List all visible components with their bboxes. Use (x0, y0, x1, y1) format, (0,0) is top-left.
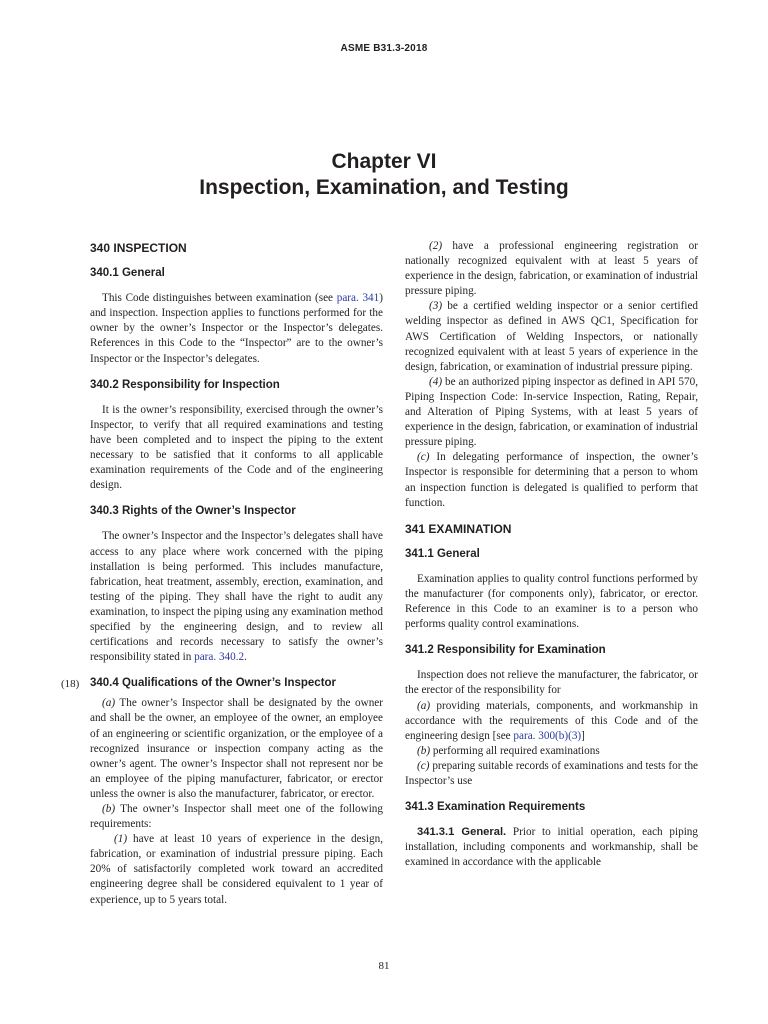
item-b1-paragraph (90, 832, 383, 907)
section-340-1-paragraph (90, 291, 383, 366)
item-a-paragraph (90, 696, 383, 802)
section-340-3-heading: 340.3 Rights of the Owner’s Inspector (90, 505, 296, 518)
section-341-1-heading: 341.1 General (405, 547, 480, 560)
item-label: (4) (429, 375, 443, 388)
heading-text: 340.4 Qualifications of the Owner’s Inspector (90, 677, 337, 690)
text-run: have a professional engineering registration or nationally recognized equivalent with at least 5 years of experience in the design, fabrication, or examination of industrial pressure piping. (405, 240, 698, 298)
section-340-heading: 340 INSPECTION (90, 241, 187, 255)
section-340-2-paragraph: It is the owner’s responsibility, exercised through the owner’s Inspector, to verify that all required examinations and testing have been completed and to inspect the piping to the extent necessary to be satisfied that it conforms to all applicable examination requirements of the Code and of the engineering design. (90, 403, 383, 492)
text-run: The owner’s Inspector shall be designated by the owner and shall be the owner, an employee of the owner, an employee of an engineering or scientific organization, or the employee of a recognized insurance or inspection company acting as the owner’s agent. The owner’s Inspector shall not represent nor be an employee of the piping manufacturer, fabricator, or erector unless the owner is also the manufacturer, fabricator, or erector. (90, 697, 383, 800)
running-head: ASME B31.3-2018 (340, 43, 428, 54)
item-c-paragraph (405, 450, 698, 510)
item-a-paragraph (405, 699, 698, 744)
text-run: The owner’s Inspector and the Inspector’s delegates shall have access to any place where work concerned with the piping installation is being performed. This includes manufacture, fabrication, heat treatment, assembly, erection, examination, and testing of the piping. They shall have the right to audit any examination, to inspect the piping using any examination method specified by the engineering design, and to review all certifications and records necessary to satisfy the owner’s responsibility stated in (90, 530, 383, 664)
item-b3-paragraph (405, 299, 698, 374)
para-341-link[interactable]: para. 341 (336, 292, 380, 305)
text-run: have at least 10 years of experience in the design, fabrication, or examination of industrial pressure piping. Each 20% of satisfactorily completed work toward an accredited engineering degree shall be considered equivalent to 1 year of experience, up to 5 years total. (90, 833, 383, 906)
item-label: (b) (102, 803, 116, 815)
para-340-2-link[interactable]: para. 340.2 (194, 651, 245, 664)
text-run: In delegating performance of inspection, the owner’s Inspector is responsible for determining that a person to whom an inspection function is delegated is qualified to perform that function. (405, 451, 698, 509)
text-run: Prior to initial operation, each piping installation, including components and workmanship, shall be examined in accordance with the applicable (405, 826, 698, 869)
text-run: providing materials, components, and workmanship in accordance with the requirements of this Code and of the engineering design [see (405, 699, 698, 742)
item-label: (c) (417, 759, 430, 772)
item-b-paragraph (405, 744, 698, 759)
revision-margin-note: (18) (61, 678, 80, 691)
text-run: be an authorized piping inspector as defined in API 570, Piping Inspection Code: In-service Inspection, Rating, Repair, and Alteration of Piping Systems, with at least 5 years of experience in the design, fabrication, or examination of industrial pressure piping. (405, 375, 698, 449)
item-b-paragraph (90, 802, 383, 832)
text-run: ] (581, 729, 585, 742)
chapter-title: Inspection, Examination, and Testing (199, 176, 569, 199)
text-run: preparing suitable records of examinations and tests for the Inspector’s use (405, 759, 698, 787)
runin-heading: 341.3.1 General. (417, 826, 507, 839)
item-label: (1) (114, 833, 128, 846)
item-label: (2) (429, 240, 443, 252)
item-b2-paragraph (405, 239, 698, 299)
item-c-paragraph (405, 759, 698, 789)
section-341-3-heading: 341.3 Examination Requirements (405, 801, 586, 814)
item-label: (3) (429, 300, 443, 313)
section-340-3-paragraph (90, 529, 383, 665)
text-run: performing all required examinations (430, 744, 600, 757)
text-run: This Code distinguishes between examination (see (102, 292, 337, 305)
para-300-b-3-link[interactable]: para. 300(b)(3) (513, 729, 582, 742)
text-run: be a certified welding inspector or a senior certified welding inspector as defined in AWS QC1, Specification for AWS Certification of Welding Inspectors, or nationally recognized equivalent with at least 5 years of experience in the design, fabrication, or examination of industrial pressure piping. (405, 300, 698, 373)
item-b4-paragraph (405, 375, 698, 450)
page-number: 81 (378, 960, 390, 972)
item-label: (a) (417, 699, 431, 712)
section-340-2-heading: 340.2 Responsibility for Inspection (90, 378, 280, 391)
chapter-number: Chapter VI (331, 150, 437, 173)
section-340-1-heading: 340.1 General (90, 267, 165, 280)
section-341-2-paragraph: Inspection does not relieve the manufacturer, the fabricator, or the erector of the responsibility for (405, 669, 698, 697)
text-run: The owner’s Inspector shall meet one of the following requirements: (90, 803, 383, 831)
section-341-1-paragraph: Examination applies to quality control functions performed by the manufacturer (for components only), fabricator, or erector. Reference in this Code to an examiner is to a person who performs quality control examinations. (405, 572, 698, 631)
right-column (405, 239, 698, 870)
section-340-4-heading (61, 676, 383, 691)
text-run: . (244, 651, 247, 664)
section-341-heading: 341 EXAMINATION (405, 521, 512, 536)
left-column (61, 241, 383, 908)
item-label: (b) (417, 744, 431, 757)
section-341-2-heading: 341.2 Responsibility for Examination (405, 644, 606, 657)
text-run: ) and inspection. Inspection applies to functions performed for the owner by the owner’s Inspector or the Inspector’s delegates. References in this Code to the “Inspector” are to the owner’s Inspector or the Inspector’s delegates. (90, 292, 383, 365)
item-label: (c) (417, 451, 430, 464)
section-341-3-1-paragraph (405, 825, 698, 870)
item-label: (a) (102, 697, 116, 710)
